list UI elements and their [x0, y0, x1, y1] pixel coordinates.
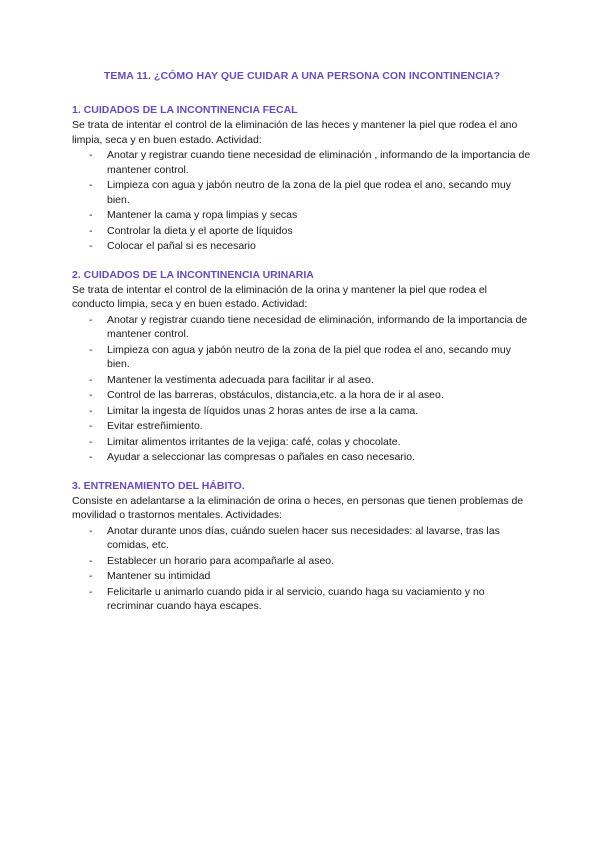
bullet-dash: -	[89, 343, 93, 356]
bullet-dash: -	[89, 313, 93, 326]
bullet-dash: -	[89, 420, 93, 432]
section-3	[72, 479, 532, 614]
list-item	[72, 524, 532, 553]
document-title: TEMA 11. ¿CÓMO HAY QUE CUIDAR A UNA PERSONA CON INCONTINENCIA?	[103, 70, 501, 82]
list-item-text: Mantener la cama y ropa limpias y secas	[107, 209, 298, 221]
activity-list	[72, 524, 532, 614]
bullet-dash: -	[89, 373, 93, 386]
section-intro: Se trata de intentar el control de la eliminación de las heces y mantener la piel que rodea el ano limpia, seca y en buen estado. Actividad:	[72, 119, 518, 146]
list-item-text: Establecer un horario para acompañarle al aseo.	[107, 554, 335, 567]
list-item	[72, 208, 532, 223]
bullet-dash: -	[89, 389, 93, 401]
list-item	[72, 178, 532, 207]
list-item-text: Mantener su intimidad	[107, 570, 211, 582]
list-item	[72, 239, 532, 254]
list-item	[72, 554, 532, 569]
list-item-text: Anotar y registrar cuando tiene necesidad de eliminación, informando de la importancia de mantener control.	[107, 313, 528, 340]
section-heading: 2. CUIDADOS DE LA INCONTINENCIA URINARIA	[72, 268, 314, 281]
bullet-dash: -	[89, 451, 93, 463]
bullet-dash: -	[89, 179, 93, 191]
bullet-dash: -	[89, 524, 93, 537]
bullet-dash: -	[89, 149, 93, 161]
bullet-dash: -	[89, 554, 93, 567]
list-item-text: Evitar estreñimiento.	[107, 420, 203, 432]
list-item-text: Limitar alimentos irritantes de la vejiga: café, colas y chocolate.	[107, 435, 401, 448]
list-item-text: Anotar y registrar cuando tiene necesidad de eliminación , informando de la importancia de mantener control.	[107, 149, 531, 176]
section-heading: 1. CUIDADOS DE LA INCONTINENCIA FECAL	[72, 104, 298, 116]
list-item-text: Felicitarle u animarlo cuando pida ir al servicio, cuando haga su vaciamiento y no recriminar cuando haya escapes.	[107, 585, 485, 612]
list-item	[72, 585, 532, 614]
list-item	[72, 569, 532, 584]
section-heading: 3. ENTRENAMIENTO DEL HÁBITO.	[72, 479, 245, 492]
section-intro: Consiste en adelantarse a la eliminación de orina o heces, en personas que tienen problemas de movilidad o trastornos mentales. Actividades:	[72, 494, 524, 521]
list-item-text: Limitar la ingesta de líquidos unas 2 horas antes de irse a la cama.	[107, 404, 419, 417]
activity-list	[72, 148, 532, 254]
list-item	[72, 450, 532, 465]
bullet-dash: -	[89, 570, 93, 582]
list-item	[72, 419, 532, 434]
bullet-dash: -	[89, 404, 93, 417]
list-item	[72, 373, 532, 388]
list-item	[72, 404, 532, 419]
document-page	[72, 70, 532, 628]
list-item	[72, 224, 532, 239]
list-item-text: Mantener la vestimenta adecuada para facilitar ir al aseo.	[107, 373, 374, 386]
list-item-text: Limpieza con agua y jabón neutro de la zona de la piel que rodea el ano, secando muy bien.	[107, 343, 511, 370]
list-item-text: Colocar el pañal si es necesario	[107, 240, 256, 252]
sections-container	[72, 103, 532, 614]
section-1	[72, 103, 532, 254]
section-intro: Se trata de intentar el control de la eliminación de la orina y mantener la piel que rodea el conducto limpia, seca y en buen estado. Actividad:	[72, 283, 488, 310]
bullet-dash: -	[89, 585, 93, 598]
activity-list	[72, 313, 532, 465]
bullet-dash: -	[89, 209, 93, 221]
list-item-text: Control de las barreras, obstáculos, distancia,etc. a la hora de ir al aseo.	[107, 389, 444, 401]
list-item	[72, 388, 532, 403]
list-item-text: Ayudar a seleccionar las compresas o pañales en caso necesario.	[107, 451, 415, 463]
bullet-dash: -	[89, 224, 93, 237]
bullet-dash: -	[89, 435, 93, 448]
list-item-text: Limpieza con agua y jabón neutro de la zona de la piel que rodea el ano, secando muy bien.	[107, 179, 511, 206]
section-2	[72, 268, 532, 465]
list-item	[72, 148, 532, 177]
list-item-text: Anotar durante unos días, cuándo suelen hacer sus necesidades: al lavarse, tras las comidas, etc.	[107, 524, 500, 551]
list-item	[72, 435, 532, 450]
bullet-dash: -	[89, 240, 93, 252]
list-item-text: Controlar la dieta y el aporte de líquidos	[107, 224, 293, 237]
list-item	[72, 343, 532, 372]
list-item	[72, 313, 532, 342]
